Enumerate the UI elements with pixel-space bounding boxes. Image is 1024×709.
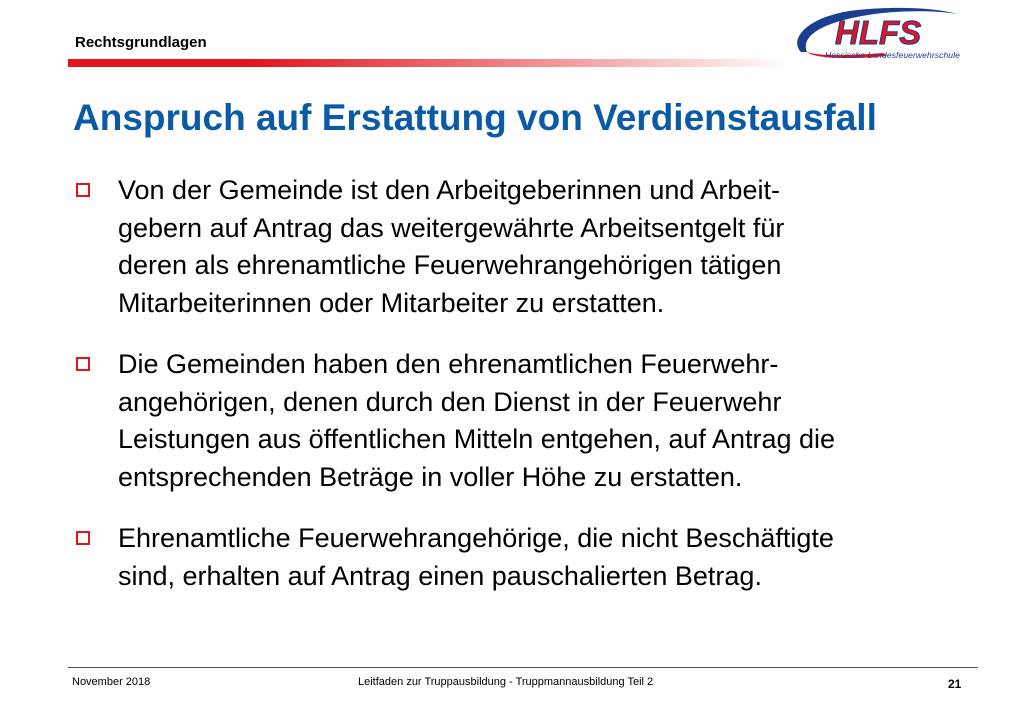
bullet-line: Leistungen aus öffentlichen Mitteln entgehen, auf Antrag die <box>118 424 836 454</box>
bullet-item <box>76 172 976 322</box>
bullet-item <box>76 520 976 595</box>
page-number: 21 <box>948 677 962 691</box>
logo-text: HLFS <box>835 14 922 51</box>
bullet-list <box>76 172 976 619</box>
footer-title: Leitfaden zur Truppausbildung - Truppmannausbildung Teil 2 <box>358 676 654 688</box>
bullet-square-icon <box>76 357 90 371</box>
bullet-line: entsprechenden Beträge in voller Höhe zu erstatten. <box>118 461 743 492</box>
hlfs-logo <box>787 6 967 66</box>
bullet-line: deren als ehrenamtliche Feuerwehrangehörigen tätigen <box>118 250 782 280</box>
bullet-line: sind, erhalten auf Antrag einen pauschalierten Betrag. <box>118 560 762 591</box>
bullet-square-icon <box>76 183 90 197</box>
section-label: Rechtsgrundlagen <box>75 34 207 51</box>
bullet-line: angehörigen, denen durch den Dienst in der Feuerwehr <box>118 386 782 417</box>
bullet-text <box>118 172 976 322</box>
slide-title: Anspruch auf Erstattung von Verdienstausfall <box>73 97 877 138</box>
bullet-square-icon <box>76 531 90 545</box>
bullet-line: gebern auf Antrag das weitergewährte Arbeitsentgelt für <box>118 212 785 243</box>
header-accent-bar <box>68 59 790 67</box>
bullet-text <box>118 346 976 496</box>
bullet-line: Ehrenamtliche Feuerwehrangehörige, die nicht Beschäftigte <box>118 523 834 553</box>
bullet-line: Die Gemeinden haben den ehrenamtlichen Feuerwehr- <box>118 349 779 379</box>
bullet-line: Von der Gemeinde ist den Arbeitgeberinnen und Arbeit- <box>118 175 780 205</box>
bullet-item <box>76 346 976 496</box>
footer-divider <box>68 667 978 668</box>
bullet-text <box>118 520 976 595</box>
logo-subtitle: Hessische Landesfeuerwehrschule <box>825 50 960 60</box>
footer-date: November 2018 <box>72 676 151 688</box>
bullet-line: Mitarbeiterinnen oder Mitarbeiter zu erstatten. <box>118 287 665 318</box>
